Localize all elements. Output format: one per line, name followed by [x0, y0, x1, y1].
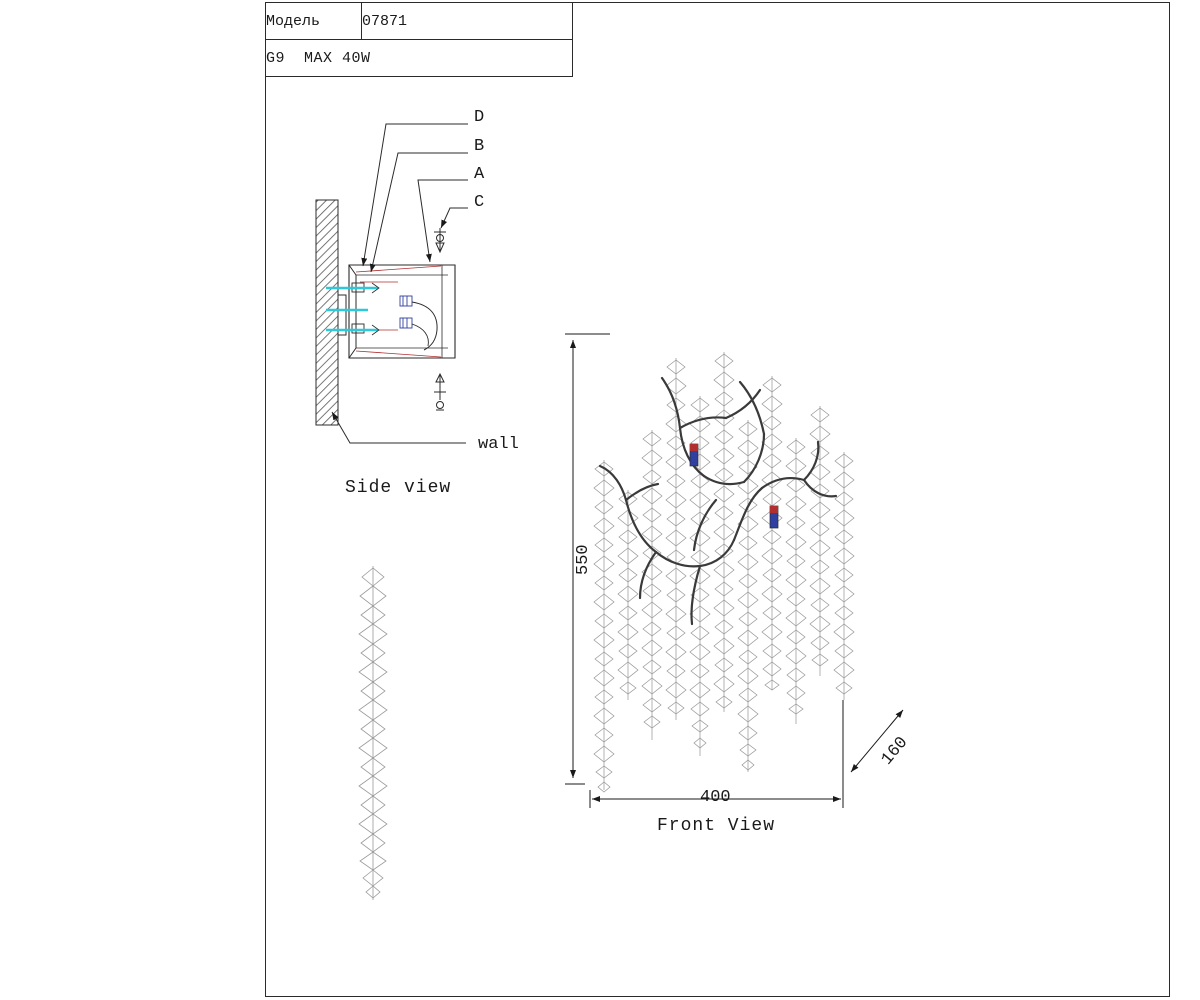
dimension-depth-label: 160 [878, 733, 913, 770]
side-view-caption: Side view [345, 478, 452, 498]
callout-label-d: D [474, 108, 485, 127]
spec-label-model: Модель [266, 3, 362, 40]
callout-label-c: C [474, 193, 485, 212]
table-row [266, 40, 573, 77]
callout-label-b: B [474, 137, 485, 156]
dimension-height-label: 550 [574, 544, 593, 575]
page-border [265, 2, 1170, 997]
spec-lamp-spec: G9 MAX 40W [266, 40, 573, 77]
callout-label-a: A [474, 165, 485, 184]
spec-value-model: 07871 [362, 3, 573, 40]
front-view-caption: Front View [657, 816, 776, 836]
dimension-width-label: 400 [700, 788, 731, 807]
table-row [266, 3, 573, 40]
spec-table [265, 2, 573, 77]
wall-label: wall [478, 435, 519, 454]
